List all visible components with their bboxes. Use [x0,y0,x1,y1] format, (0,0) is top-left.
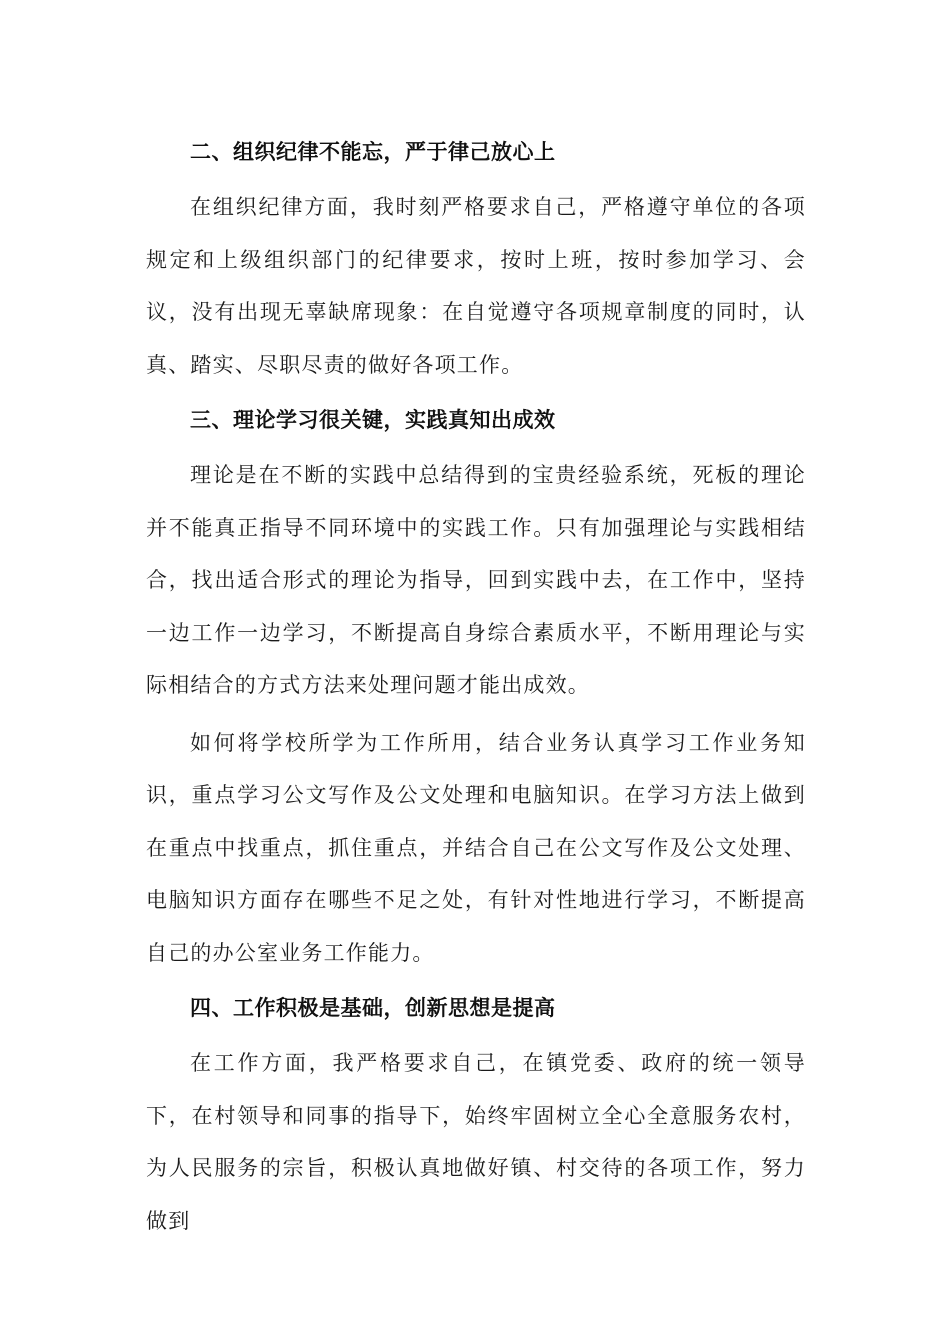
paragraph: 在组织纪律方面，我时刻严格要求自己，严格遵守单位的各项规定和上级组织部门的纪律要求，按时上班，按时参加学习、会议，没有出现无辜缺席现象：在自觉遵守各项规章制度的同时，认真、踏实、尽职尽责的做好各项工作。 [146,195,806,377]
section-heading: 四、工作积极是基础，创新思想是提高 [190,996,556,1020]
paragraph: 在工作方面，我严格要求自己，在镇党委、政府的统一领导下，在村领导和同事的指导下，始终牢固树立全心全意服务农村，为人民服务的宗旨，积极认真地做好镇、村交待的各项工作，努力做到 [146,1051,806,1233]
document-body [146,128,806,1252]
paragraph: 理论是在不断的实践中总结得到的宝贵经验系统，死板的理论并不能真正指导不同环境中的实践工作。只有加强理论与实践相结合，找出适合形式的理论为指导，回到实践中去，在工作中，坚持一边工作一边学习，不断提高自身综合素质水平，不断用理论与实际相结合的方式方法来处理问题才能出成效。 [146,463,806,697]
section-heading: 三、理论学习很关键，实践真知出成效 [190,408,556,432]
paragraph: 如何将学校所学为工作所用，结合业务认真学习工作业务知识，重点学习公文写作及公文处理和电脑知识。在学习方法上做到在重点中找重点，抓住重点，并结合自己在公文写作及公文处理、电脑知识方面存在哪些不足之处，有针对性地进行学习，不断提高自己的办公室业务工作能力。 [146,730,806,965]
section-heading: 二、组织纪律不能忘，严于律己放心上 [190,140,556,164]
